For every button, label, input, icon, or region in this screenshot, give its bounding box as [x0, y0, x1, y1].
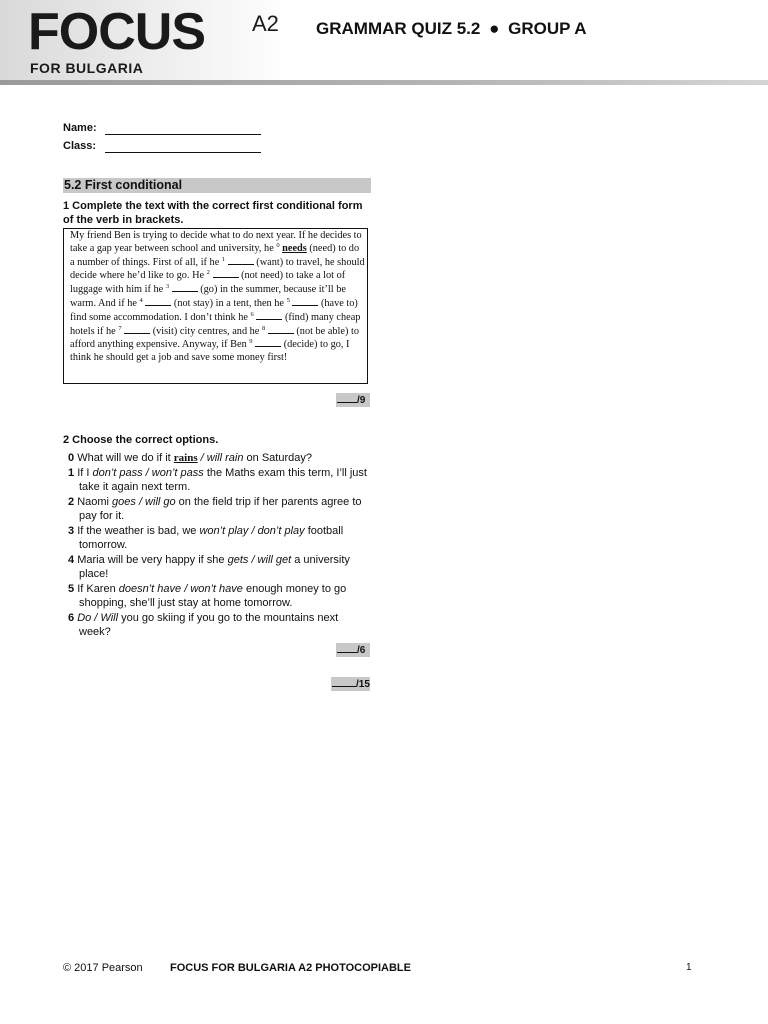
exercise1-instruction: 1 Complete the text with the correct first conditional form of the verb in brackets.: [63, 200, 363, 226]
passage-text: (have to) find some accommodation. I don’t think he: [70, 297, 358, 323]
item-text: football tomorrow.: [79, 524, 344, 551]
exercise1-score: [336, 393, 370, 407]
score-total: /6: [357, 645, 366, 656]
option-item: [63, 466, 371, 495]
choice-options[interactable]: Do / Will: [77, 611, 119, 624]
exercise1-passage-box: [63, 228, 368, 384]
item-number: 6: [68, 611, 75, 624]
answer-gap[interactable]: [256, 311, 282, 320]
class-label: Class:: [63, 140, 97, 152]
score-total: /15: [356, 679, 370, 690]
class-field[interactable]: [105, 140, 261, 153]
passage-text: (need) to do a number of things. First of all, if he: [70, 242, 360, 268]
header-rule: [0, 80, 768, 85]
passage-text: (not need) to take a lot of luggage with him if he: [70, 270, 346, 296]
answer-gap[interactable]: [145, 297, 171, 306]
group-label: GROUP A: [508, 19, 587, 38]
section-heading: [63, 178, 371, 193]
name-label: Name:: [63, 122, 97, 134]
option-item: [63, 553, 371, 582]
item-text: enough money to go shopping, she’ll just stay at home tomorrow.: [79, 582, 347, 609]
answer-gap[interactable]: [213, 269, 239, 278]
score-blank[interactable]: [337, 393, 357, 403]
item-text: a university place!: [79, 553, 350, 580]
item-number: 1: [68, 466, 75, 479]
item-text: If I: [77, 466, 93, 479]
passage-text: (visit) city centres, and he: [150, 325, 262, 337]
item-text: on Saturday?: [243, 452, 312, 464]
answer-gap[interactable]: [268, 325, 294, 334]
footer-title: FOCUS FOR BULGARIA A2 PHOTOCOPIABLE: [170, 962, 411, 974]
exercise1-passage: [70, 230, 366, 365]
item-number: 3: [68, 524, 75, 537]
gap-number: 5: [286, 296, 290, 304]
item-number: 4: [68, 553, 75, 566]
passage-text: (not be able) to afford anything expensive. Anyway, if Ben: [70, 325, 359, 351]
exercise2-options: [63, 451, 371, 640]
item-number: 0: [68, 452, 75, 464]
answer-gap[interactable]: [172, 283, 198, 292]
gap-number: 2: [206, 269, 210, 277]
page-header: [0, 0, 768, 80]
passage-text: My friend Ben is trying to decide what to do next year. If he decides to take a gap year between school and university, he: [70, 230, 362, 254]
item-number: 2: [68, 495, 75, 508]
total-score: [331, 677, 370, 691]
item-text: Naomi: [77, 495, 113, 508]
option-item: [63, 611, 371, 640]
passage-text: (decide) to go, I think he should get a job and save some money first!: [70, 339, 350, 364]
choice-options[interactable]: won’t play / don’t play: [199, 524, 305, 537]
choice-option[interactable]: will rain: [206, 452, 244, 464]
answer-gap[interactable]: [255, 338, 281, 347]
item-text: you go skiing if you go to the mountains next week?: [79, 611, 339, 638]
item-text: What will we do if it: [77, 452, 174, 464]
logo-level: A2: [252, 11, 279, 36]
choice-options[interactable]: doesn’t have / won’t have: [118, 582, 243, 595]
quiz-title-text: GRAMMAR QUIZ 5.2: [316, 19, 481, 38]
option-separator: /: [197, 452, 207, 464]
gap-number: 7: [118, 324, 122, 332]
answer-gap[interactable]: [292, 297, 318, 306]
logo-subtitle: FOR BULGARIA: [30, 60, 144, 76]
choice-options[interactable]: gets / will get: [227, 553, 292, 566]
gap-number: 3: [165, 283, 170, 291]
bullet-separator: ●: [489, 19, 500, 38]
footer-copyright: © 2017 Pearson: [63, 962, 143, 974]
exercise2-instruction: 2 Choose the correct options.: [63, 434, 219, 446]
item-text: If the weather is bad, we: [77, 524, 200, 537]
score-total: /9: [357, 395, 366, 406]
choice-options[interactable]: don’t pass / won’t pass: [92, 466, 204, 479]
answer-gap[interactable]: [124, 325, 150, 334]
gap-number: 4: [139, 296, 143, 304]
score-blank[interactable]: [332, 677, 356, 687]
name-field[interactable]: [105, 122, 261, 135]
option-item: [63, 582, 371, 611]
passage-text: (not stay) in a tent, then he: [171, 297, 287, 309]
section-title: 5.2 First conditional: [64, 178, 183, 192]
choice-options[interactable]: goes / will go: [112, 495, 176, 508]
item-text: the Maths exam this term, I’ll just take it again next term.: [79, 466, 367, 493]
quiz-title: [316, 19, 587, 39]
answer-gap[interactable]: [228, 256, 254, 265]
passage-text: (find) many cheap hotels if he: [70, 311, 361, 337]
option-item: [63, 495, 371, 524]
example-answer: rains: [173, 452, 198, 464]
gap-number: 1: [221, 255, 226, 263]
page-number: 1: [686, 962, 692, 973]
gap-number: 6: [250, 310, 254, 318]
example-answer: needs: [282, 242, 307, 254]
logo-wordmark: FOCUS: [28, 3, 205, 61]
item-number: 5: [68, 582, 75, 595]
passage-text: (go) in the summer, because it’ll be warm. And if he: [70, 284, 346, 309]
gap-number: 8: [261, 324, 266, 332]
item-text: Maria will be very happy if she: [77, 553, 228, 566]
score-blank[interactable]: [337, 643, 357, 653]
passage-text: (want) to travel, he should decide where he’d like to go. He: [70, 256, 365, 282]
item-text: If Karen: [77, 582, 119, 595]
gap-number: 9: [249, 338, 253, 346]
option-item: [63, 451, 371, 466]
exercise2-score: [336, 643, 370, 657]
gap-number: 0: [276, 241, 280, 249]
item-text: on the field trip if her parents agree to pay for it.: [79, 495, 362, 522]
option-item: [63, 524, 371, 553]
